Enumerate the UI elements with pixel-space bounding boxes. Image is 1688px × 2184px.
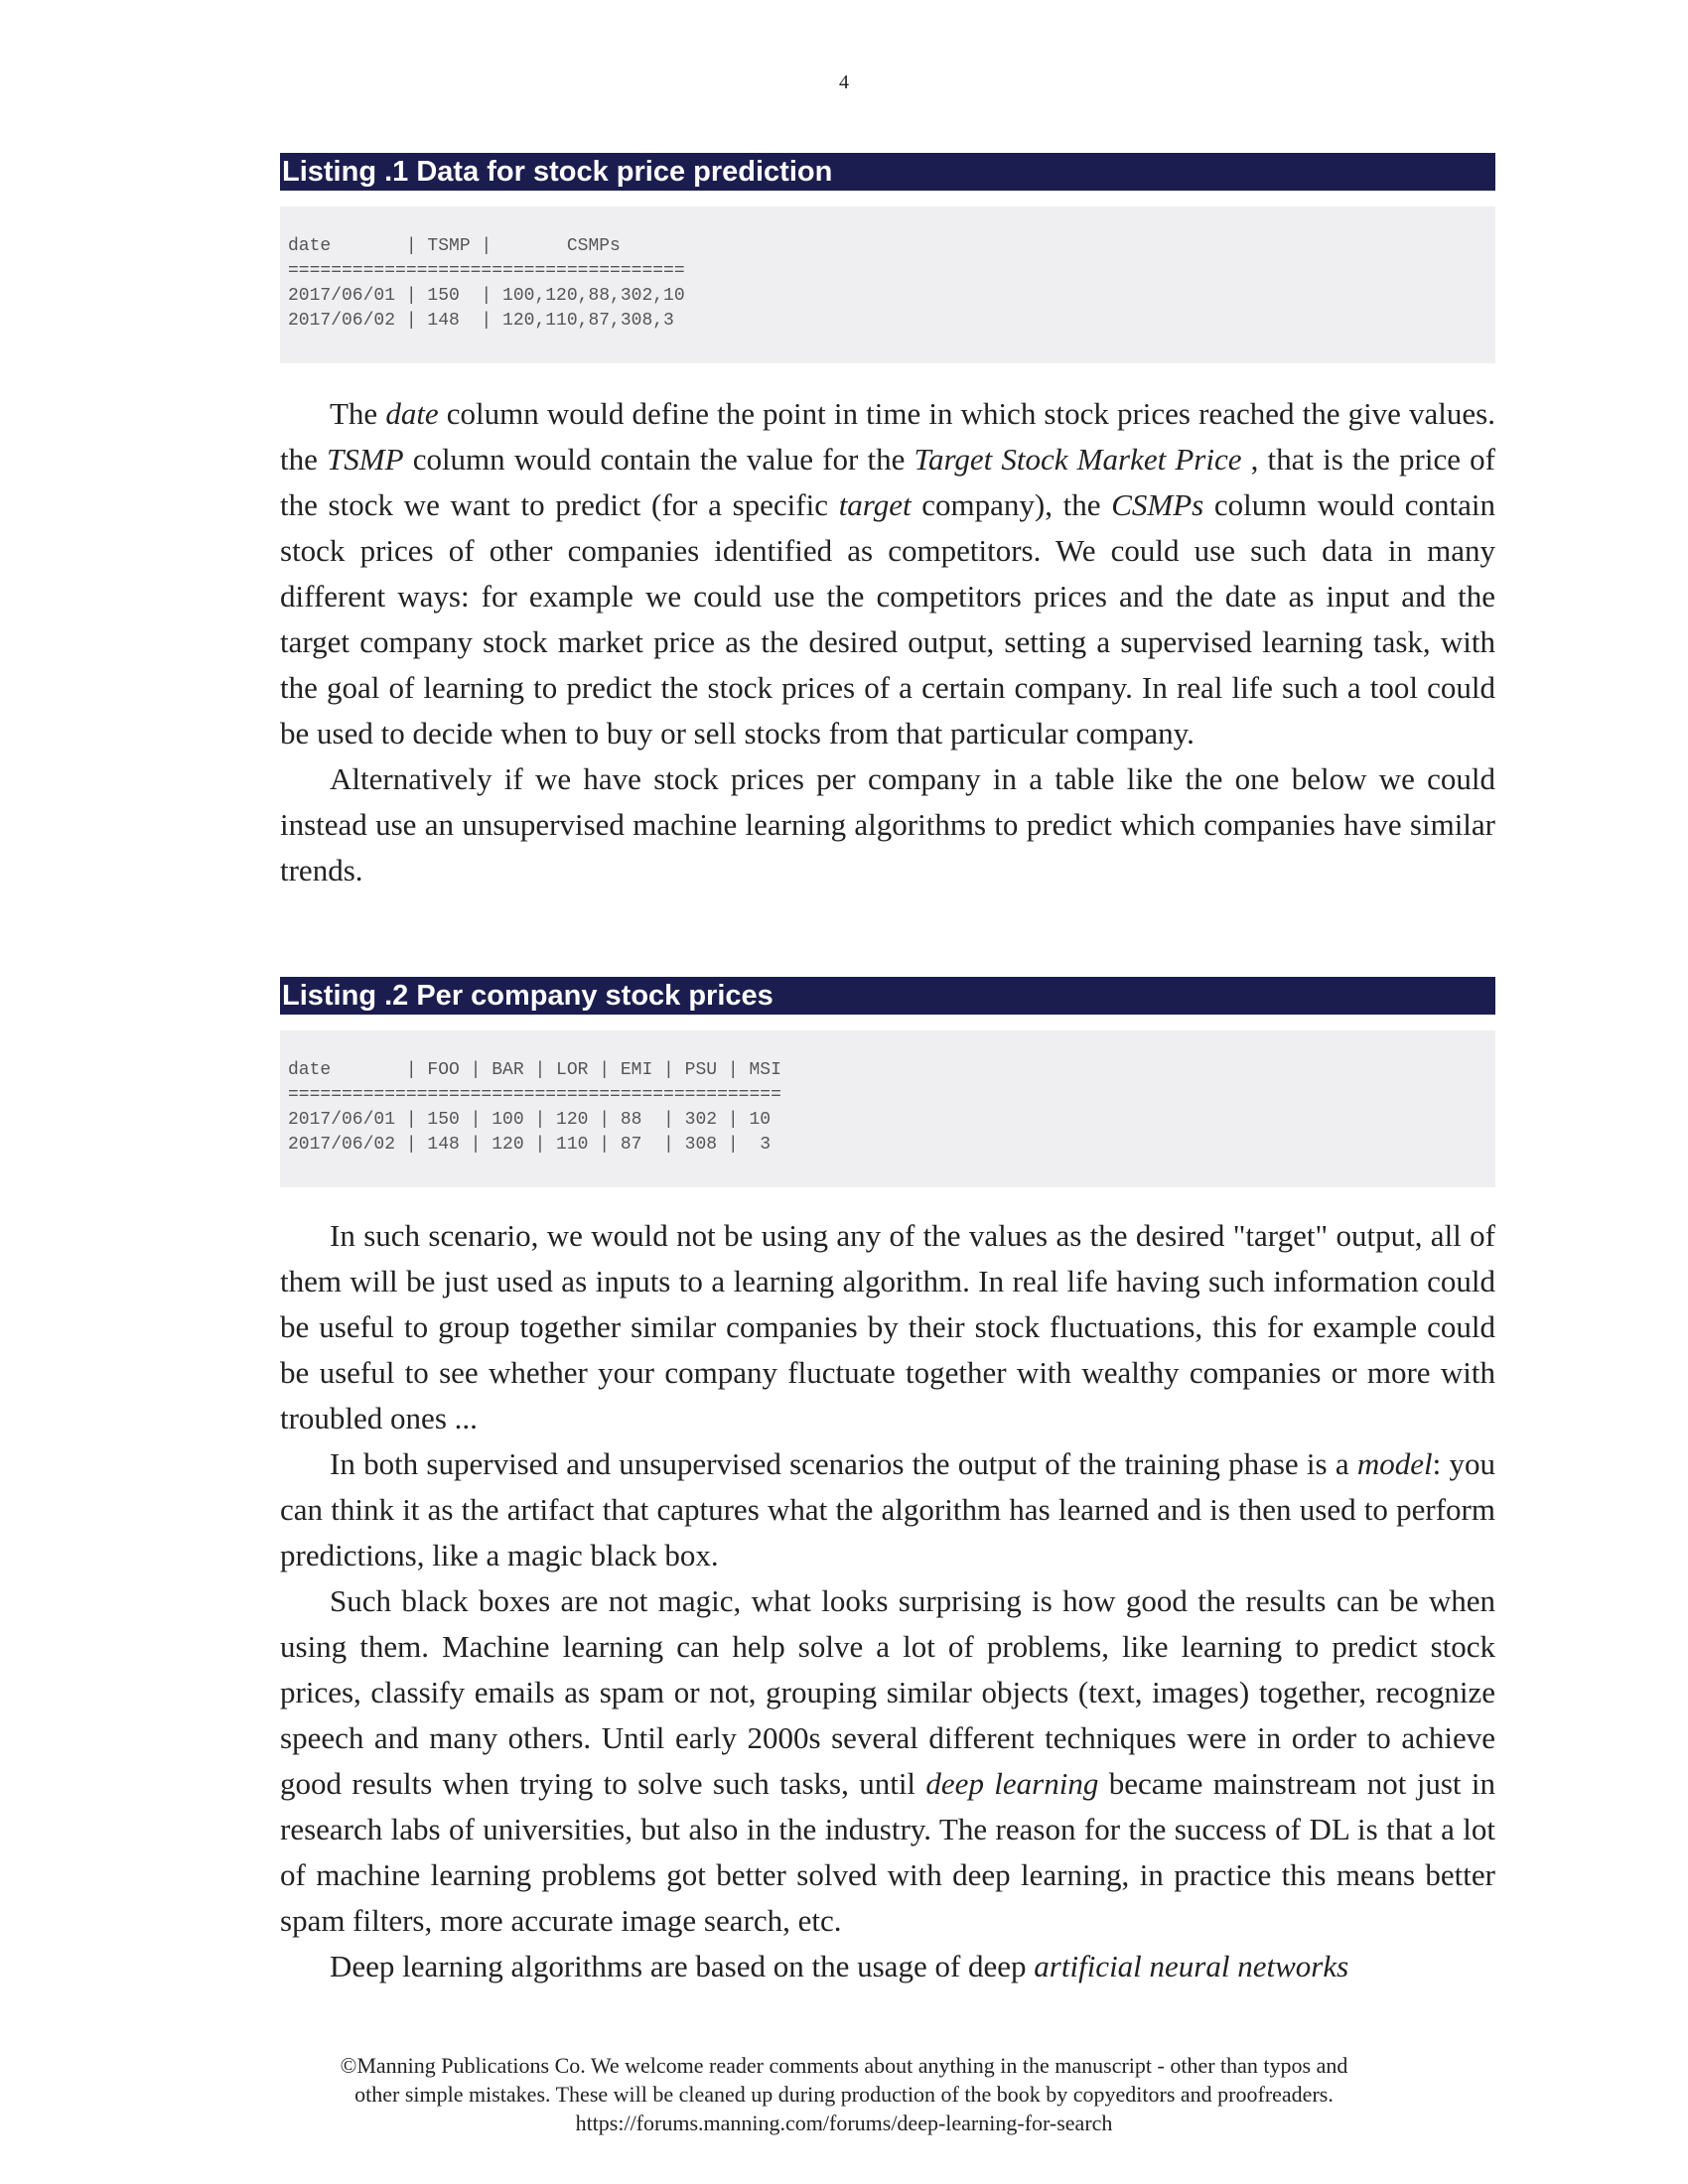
body-section-1: [280, 391, 1495, 893]
code-separator: ==============================================: [288, 1085, 781, 1105]
page-number: 4: [839, 71, 849, 93]
code-header: date | FOO | BAR | LOR | EMI | PSU | MSI: [288, 1060, 781, 1080]
paragraph: Alternatively if we have stock prices per company in a table like the one below we could instead use an unsupervised machine learning algorithms to predict which companies have similar trends.: [280, 761, 1495, 887]
footer-line: ©Manning Publications Co. We welcome reader comments about anything in the manuscript - other than typos and: [340, 2053, 1348, 2078]
code-row: 2017/06/02 | 148 | 120,110,87,308,3: [288, 311, 674, 331]
footer: [0, 2051, 1688, 2137]
listing-2: [280, 977, 1495, 1187]
paragraph: The date column would define the point in time in which stock prices reached the give values. the TSMP column would contain the value for the Target Stock Market Price , that is the price of the stock we want to predict (for a specific target company), the CSMPs column would contain stock prices of other companies identified as competitors. We could use such data in many different ways: for example we could use the competitors prices and the date as input and the target company stock market price as the desired output, setting a supervised learning task, with the goal of learning to predict the stock prices of a certain company. In real life such a tool could be used to decide when to buy or sell stocks from that particular company.: [280, 396, 1496, 751]
code-separator: =====================================: [288, 261, 685, 281]
paragraph: Deep learning algorithms are based on the usage of deep artificial neural networks: [330, 1949, 1349, 1983]
footer-url: https://forums.manning.com/forums/deep-learning-for-search: [575, 2111, 1113, 2135]
code-header: date | TSMP | CSMPs: [288, 236, 621, 256]
footer-line: other simple mistakes. These will be cleaned up during production of the book by copyeditors and proofreaders.: [354, 2082, 1334, 2107]
listing-1-code: [280, 206, 1495, 363]
code-row: 2017/06/01 | 150 | 100 | 120 | 88 | 302 | 10: [288, 1110, 772, 1130]
paragraph: In such scenario, we would not be using any of the values as the desired "target" output, all of them will be just used as inputs to a learning algorithm. In real life having such information could be useful to group together similar companies by their stock fluctuations, this for example could be useful to see whether your company fluctuate together with wealthy companies or more with troubled ones ...: [280, 1218, 1495, 1435]
listing-2-title: Listing .2 Per company stock prices: [280, 977, 1495, 1015]
paragraph: In both supervised and unsupervised scenarios the output of the training phase is a model: you can think it as the artifact that captures what the algorithm has learned and is then used to perform predictions, like a magic black box.: [280, 1446, 1495, 1572]
code-row: 2017/06/02 | 148 | 120 | 110 | 87 | 308 | 3: [288, 1135, 772, 1155]
listing-2-code: [280, 1030, 1495, 1187]
body-section-2: [280, 1213, 1495, 1989]
paragraph: Such black boxes are not magic, what looks surprising is how good the results can be when using them. Machine learning can help solve a lot of problems, like learning to predict stock prices, classify emails as spam or not, grouping similar objects (text, images) together, recognize speech and many others. Until early 2000s several different techniques were in order to achieve good results when trying to solve such tasks, until deep learning became mainstream not just in research labs of universities, but also in the industry. The reason for the success of DL is that a lot of machine learning problems got better solved with deep learning, in practice this means better spam filters, more accurate image search, etc.: [280, 1583, 1495, 1938]
listing-1: [280, 153, 1495, 363]
code-row: 2017/06/01 | 150 | 100,120,88,302,10: [288, 286, 685, 306]
listing-1-title: Listing .1 Data for stock price prediction: [280, 153, 1495, 191]
